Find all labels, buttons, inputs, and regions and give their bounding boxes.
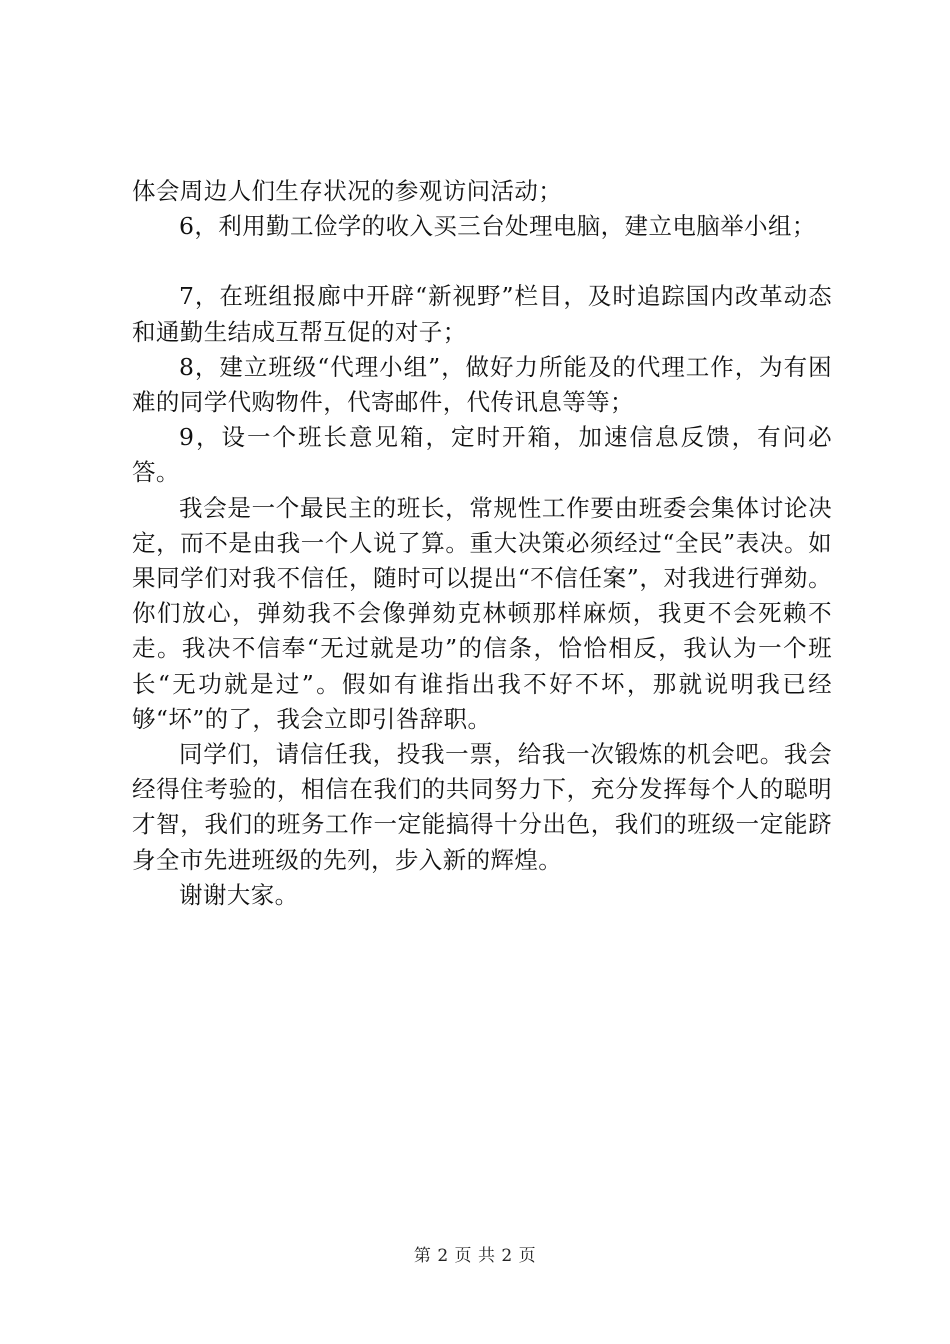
paragraph-item-7: 7，在班组报廊中开辟“新视野”栏目，及时追踪国内改革动态和通勤生结成互帮互促的对子； <box>132 282 832 346</box>
paragraph-item-6: 6，利用勤工俭学的收入买三台处理电脑，建立电脑举小组； <box>179 212 816 241</box>
page-footer: 第 2 页 共 2 页 <box>413 1246 537 1266</box>
paragraph-continued: 体会周边人们生存状况的参观访问活动； <box>132 177 563 205</box>
paragraph-item-9: 9，设一个班长意见箱，定时开箱，加速信息反馈，有问必答。 <box>132 423 832 487</box>
paragraph-appeal: 同学们，请信任我，投我一票，给我一次锻炼的机会吧。我会经得住考验的，相信在我们的共同努力下，充分发挥每个人的聪明才智，我们的班务工作一定能搞得十分出色，我们的班级一定能跻身全市先进班级的先列，步入新的辉煌。 <box>132 740 832 874</box>
paragraph-democratic-monitor: 我会是一个最民主的班长，常规性工作要由班委会集体讨论决定，而不是由我一个人说了算。重大决策必须经过“全民”表决。如果同学们对我不信任，随时可以提出“不信任案”，对我进行弹劾。你们放心，弹劾我不会像弹劾克林顿那样麻烦，我更不会死赖不走。我决不信奉“无过就是功”的信条，恰恰相反，我认为一个班长“无功就是过”。假如有谁指出我不好不坏，那就说明我已经够“坏”的了，我会立即引咎辞职。 <box>132 493 832 733</box>
paragraph-item-8: 8，建立班级“代理小组”，做好力所能及的代理工作，为有困难的同学代购物件，代寄邮件，代传讯息等等； <box>132 352 832 417</box>
paragraph-thanks: 谢谢大家。 <box>179 880 299 909</box>
document-body <box>132 174 832 913</box>
